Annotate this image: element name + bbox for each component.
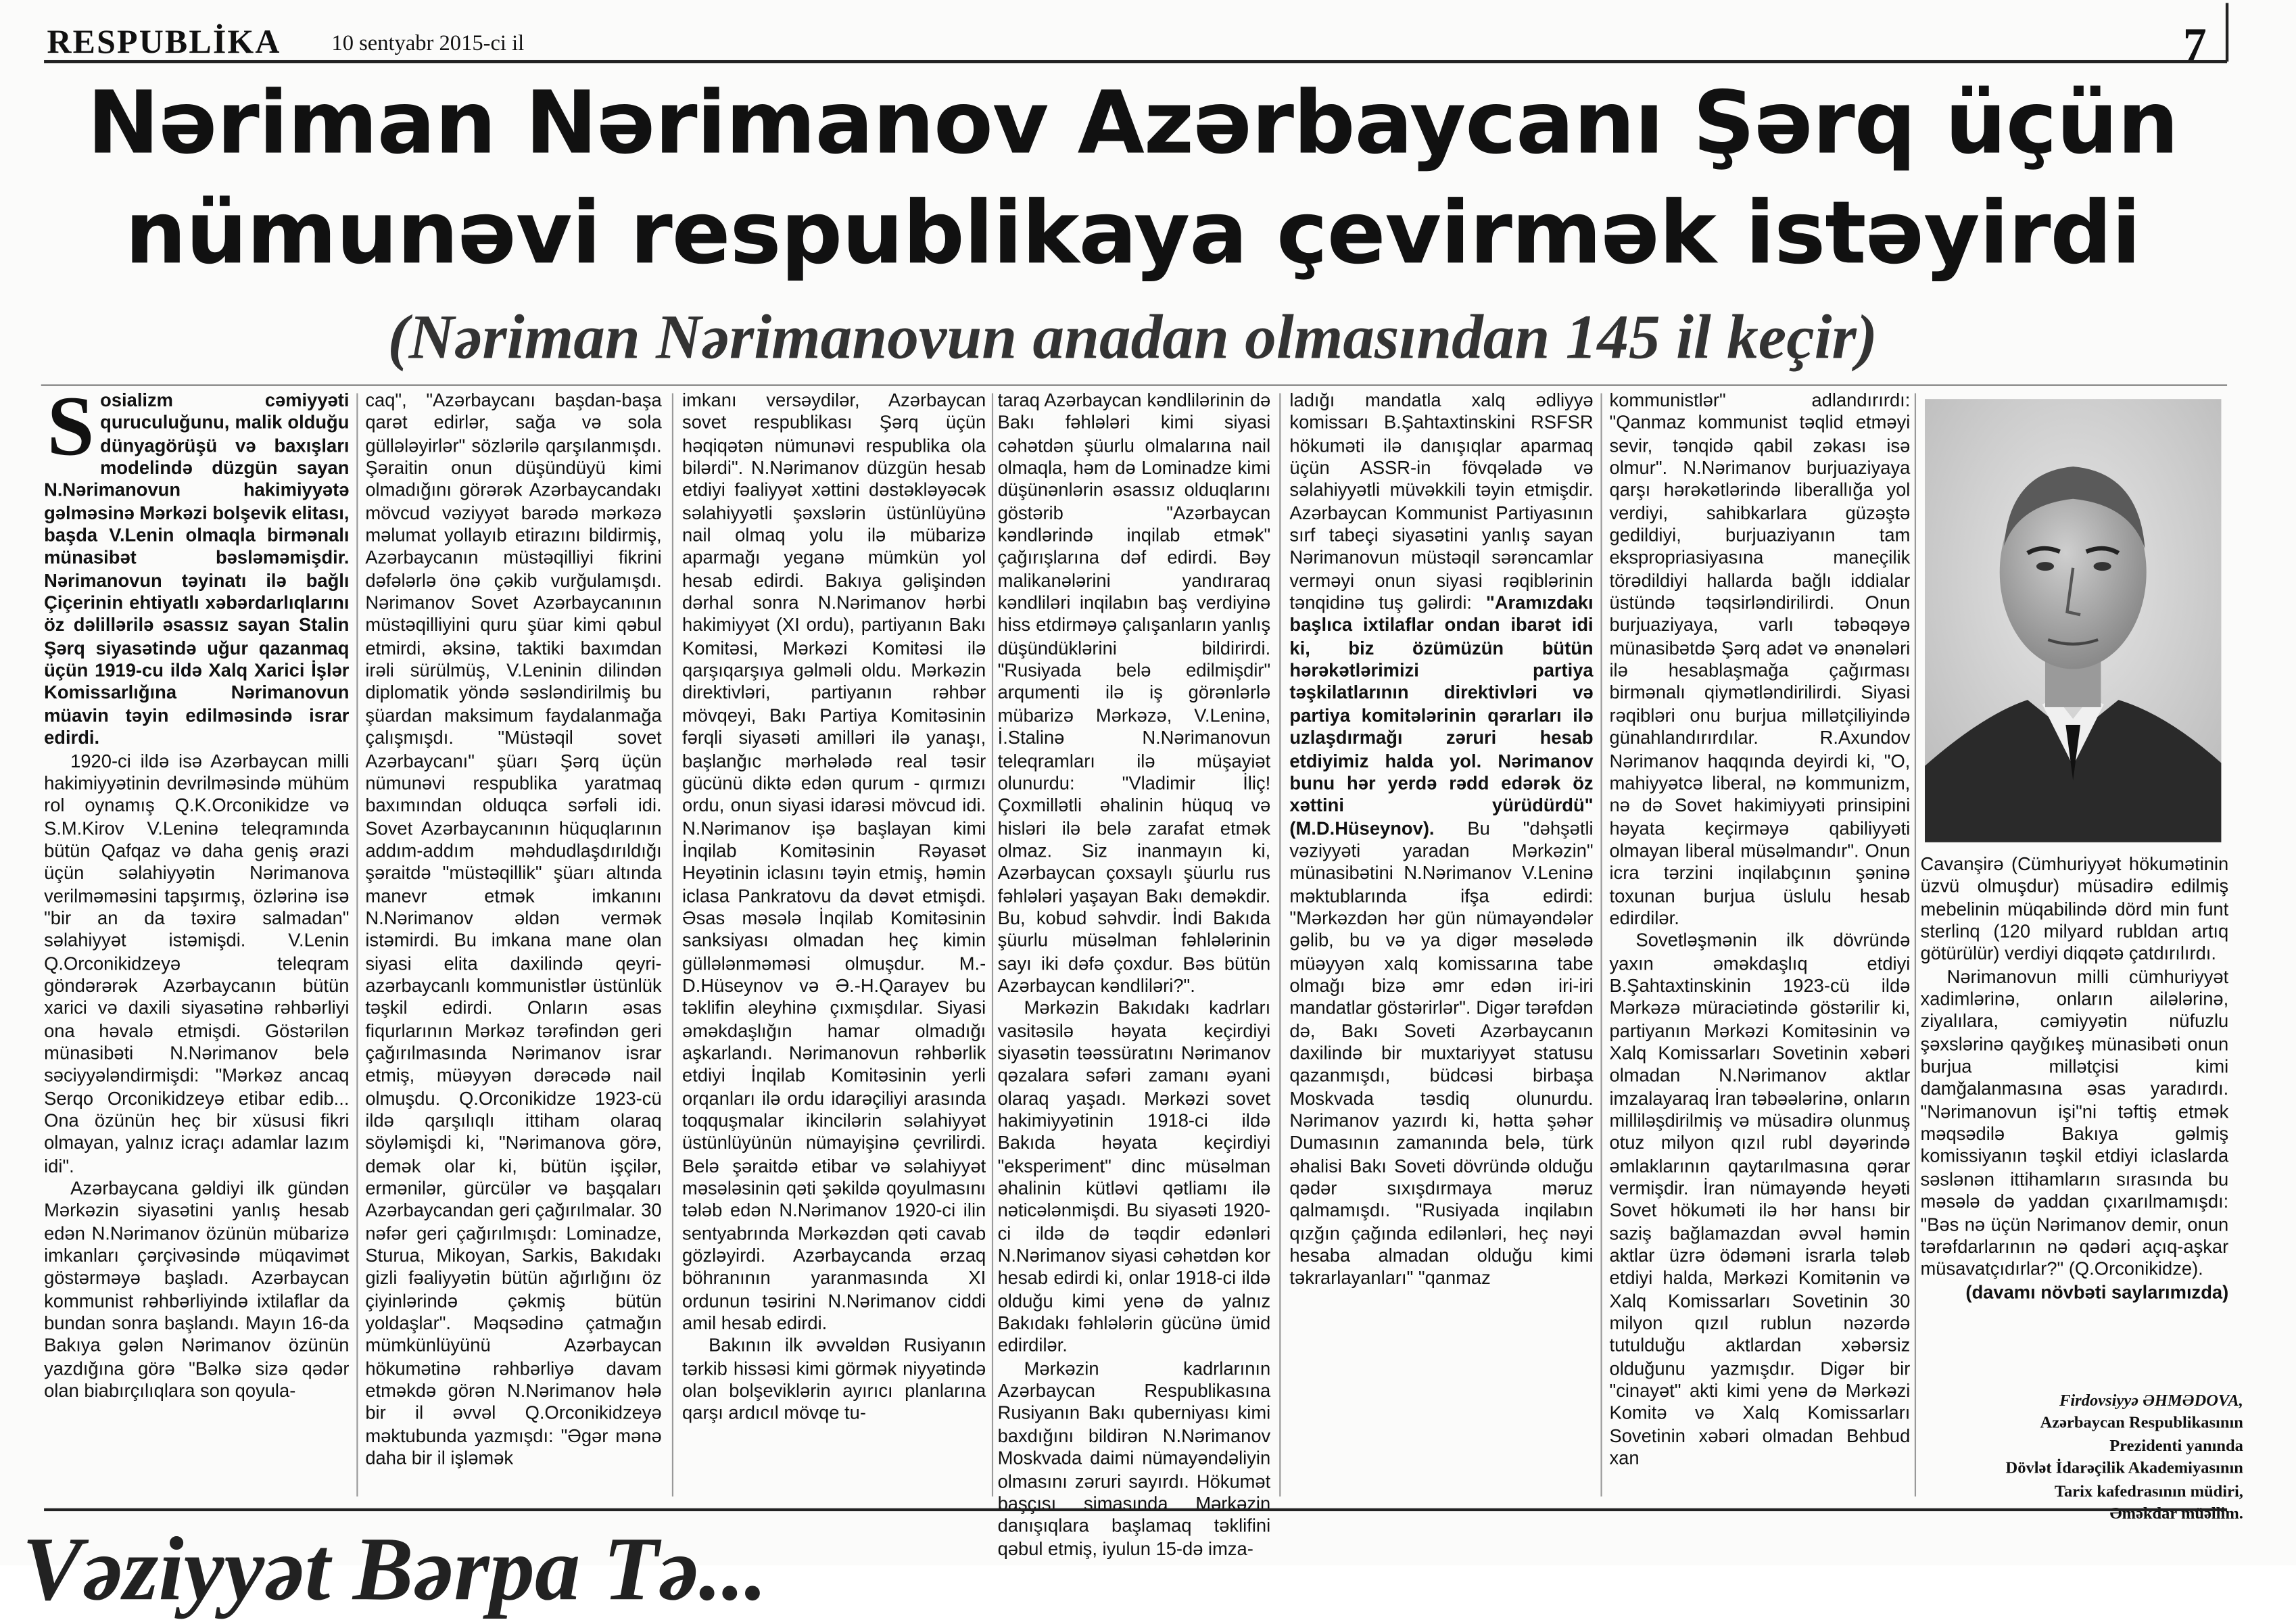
page-number: 7: [2182, 18, 2207, 71]
issue-date: 10 sentyabr 2015-ci il: [331, 32, 525, 56]
masthead-rule: [44, 60, 2227, 63]
author-title: Azərbaycan Respublikasının: [2040, 1414, 2243, 1433]
body-paragraph: caq", "Azərbaycanı başdan-başa qarət edirlər, sağa və sola güllələyirlər" sözlərilə qarşılanmışdı. Şəraitin onun düşündüyü kimi olmadığını görərək Azərbaycandakı mövcud vəziyyət barədə mərkəzə məlumat yollayıb etirazını bildirmiş, Azərbaycanın müstəqilliyi fikrini dəfələrlə önə çəkib vurğulamışdı. Nərimanov Sovet Azərbaycanının müstəqilliyini quru şüar kimi qəbul etmirdi, əksinə, taktiki baxımdan irəli sürülmüş, V.Leninin dilindən diplomatik yöndə səsləndirilmiş bu şüardan maksimum faydalanmağa çalışmışdı. "Müstəqil sovet Azərbaycanı" şüarı Şərq üçün nümunəvi respublika yaratmaq baxımından olduqca sərfəli idi. Sovet Azərbaycanının hüquqlarının addım-addım məhdudlaşdırıldığı şəraitdə "müstəqillik" şüarı altında manevr etmək imkanını N.Nərimanov əldən vermək istəmirdi. Bu imkana mane olan siyasi elita daxilində qeyri-azərbaycanlı kommunistlər üstünlük təşkil edirdi. Onların əsas fiqurlarının Mərkəz tərəfindən geri çağırılmasında Nərimanov israr etmiş, müəyyən dərəcədə nail olmuşdu. Q.Orconikidze 1923-cü ildə qarşılıqlı ittiham olaraq söyləmişdi ki, "Nərimanova görə, demək olar ki, bütün işçilər, ermənilər, gürcülər və başqaları Azərbaycandan geri çağırılmalar. 30 nəfər geri çağırılmışdı: Lominadze, Sturua, Mikoyan, Sarkis, Bakıdakı gizli fəaliyyətin bütün ağırlığını öz çiyinlərində çəkmiş bütün yoldaşlar". Məqsədinə çatmağın mümkünlüyünü Azərbaycan hökumətinə rəhbərliyə davam etməkdə görən N.Nərimanov hələ bir il əvvəl Q.Orconikidzeyə məktubunda yazmışdı: "Əgər mənə daha bir il işləmək: [365, 390, 662, 1469]
article-subheadline: (Nəriman Nərimanovun anadan olmasından 145 il keçir): [387, 304, 1878, 373]
body-paragraph: Sovetləşmənin ilk dövründə yaxın əməkdaşlıq etdiyi B.Şahtaxtinskinin 1923-cü ildə Mərkəzə müraciətində göstərilir ki, partiyanın Mərkəzi Komitəsinin və Xalq Komissarları Sovetinin xəbəri olmadan N.Nərimanov aktlar imzalayaraq İran təbəələrinə, onların milliləşdirilmiş və müsadirə olunmuş otuz milyon qızıl rubl dəyərində əmlaklarının qaytarılmasına qərar vermişdir. İran nümayəndə heyəti Sovet hökuməti ilə hər hansı bir saziş bağlamazdan əvvəl həmin aktlar üzrə ödəməni israrla tələb etdiyi halda, Mərkəzi Komitənin və Xalq Komissarları Sovetinin 30 milyon qızıl rublun nəzərdə tutulduğu aktlardan xəbərsiz olduğunu yazmışdır. Digər bir "cinayət" akti kimi yenə də Mərkəzi Komitə və Xalq Komissarları Sovetinin xəbəri olmadan Behbud xan: [1609, 930, 1911, 1469]
bottom-rule: [44, 1508, 2227, 1511]
body-text: Bu "dəhşətli vəziyyəti yaradan Mərkəzin" münasibətini N.Nərimanov V.Leninə məktublarında ifşa edirdi: "Mərkəzdən hər gün nümayəndələr gəlib, bu və ya digər məsələdə müəyyən xalq komissarına tabe olmağı bizə əmr edən iri-iri mandatlar göstərirlər". Digər tərəfdən də, Bakı Soveti Azərbaycanın daxilində bir muxtariyyət statusu qazanmışdı, büdcəsi birbaşa Moskvada təsdiq olunurdu. Nərimanov yazırdı ki, hətta şəhər Dumasının zamanında belə, türk əhalisi Bakı Soveti dövründə olduğu qədər sıxışdırmaya məruz qalmamışdı. "Rusiyada inqilabın qızğın çağında edilənləri, heç nəyi hesaba almadan olduğu kimi təkrarlayanları" "qanmaz: [1289, 817, 1594, 1289]
column-divider: [992, 394, 993, 1497]
author-name: Firdovsiyyə ƏHMƏDOVA,: [2059, 1392, 2243, 1410]
column-divider: [1279, 394, 1281, 1497]
portrait-photo: [1925, 399, 2221, 842]
body-text: ladığı mandatla xalq ədliyyə komissarı B.Şahtaxtinskini RSFSR hökuməti ilə danışıqlar aparmaq üçün ASSR-in fövqəladə və səlahiyyətli müvəkkili təyin etmişdir. Azərbaycan Kommunist Partiyasının sırf tabeçi siyasətini yanlış sayan Nərimanovun müstəqil sərəncamlar verməyi onun siyasi rəqiblərinin tənqidinə tuş gəlirdi:: [1289, 390, 1594, 614]
article-column-2: [365, 390, 661, 1505]
body-paragraph: Mərkəzin Bakıdakı kadrları vasitəsilə həyata keçirdiyi siyasətin təəssüratını Nərimanov qəzalara səfəri zamanı əyani olaraq yaşadı. Mərkəzi sovet hakimiyyətinin 1918-ci ildə Bakıda həyata keçirdiyi "eksperiment" dinc müsəlman əhalinin kütləvi qətliamı ilə nəticələnmişdi. Bu siyasəti 1920-ci ildə də təqdir edənləri N.Nərimanov siyasi cəhətdən kor hesab edirdi ki, onlar 1918-ci ildə olduğu kimi yenə də yalnız Bakıdakı fəhlələrin gücünə ümid edirdilər.: [997, 998, 1271, 1357]
body-paragraph: Azərbaycana gəldiyi ilk gündən Mərkəzin siyasətini yanlış hesab edən N.Nərimanov özünün mübarizə imkanları çərçivəsində müqavimət göstərməyə başladı. Azərbaycan kommunist rəhbərliyində ixtilaflar da bundan sonra başlandı. Mayın 16-da Bakıya gələn Nərimanov özünün yazdığına görə "Bəlkə sizə qədər olan biabırçılıqlara son qoyula-: [44, 1178, 350, 1402]
body-paragraph: Cavanşirə (Cümhuriyyət hökumətinin üzvü olmuşdur) müsadirə edilmiş mebelinin müqabilində dörd min funt sterlinq (120 milyard rubldan artıq götürülür) verdiyi diqqətə çatdırılırdı.: [1920, 853, 2229, 965]
body-paragraph: imkanı versəydilər, Azərbaycan sovet respublikası Şərq üçün həqiqətən nümunəvi respublika ola bilərdi". N.Nərimanov düzgün hesab etdiyi fəaliyyət xəttini dəstəkləyəcək səlahiyyətli şəxslərin üstünlüyünə nail olmaq yolu ilə mübarizə aparmağı yeganə mümkün yol hesab edirdi. Bakıya gəlişindən dərhal sonra N.Nərimanov hərbi hakimiyyət (XI ordu), partiyanın Bakı Komitəsi, Mərkəzi Komitəsi ilə qarşıqarşıya gəlməli oldu. Mərkəzin direktivləri, partiyanın rəhbər mövqeyi, Bakı Partiya Komitəsinin fərqli siyasəti amilləri ilə yanaşı, başlanğıc mərhələdə real təsir gücünü diktə edən qurum - qırmızı ordu, onun siyasi idarəsi mövcud idi. N.Nərimanov işə başlayan kimi İnqilab Komitəsinin Rəyasət Heyətinin iclasını təyin etmiş, həmin iclasa Pankratovu da dəvət etmişdi. Əsas məsələ İnqilab Komitəsinin sanksiyası olmadan heç kimin güllələnməməsi olmuşdur. M.-D.Hüseynov və Ə.-H.Qarayev bu təklifin əleyhinə çıxmışdılar. Siyasi əməkdaşlığın hamar olmadığı aşkarlandı. Nərimanovun rəhbərlik etdiyi İnqilab Komitəsinin yerli orqanları ilə ordu idarəçiliyi arasında toqquşmalar ikincilərin səlahiyyət üstünlüyünün nümayişinə çevrilirdi. Belə şəraitdə etibar və səlahiyyət məsələsinin qəti şəkildə qoyulmasını tələb edən N.Nərimanov 1920-ci ilin sentyabrında Mərkəzdən qəti cavab gözləyirdi. Azərbaycanda ərzaq böhranının yaranmasında XI ordunun təsirini N.Nərimanov ciddi amil hesab edirdi.: [682, 390, 986, 1334]
author-title: Əməkdar müəllim.: [2109, 1505, 2243, 1523]
column-divider: [356, 394, 358, 1497]
quote-emphasis: "Aramızdakı başlıca ixtilaflar ondan ibarət idi ki, biz özümüzün bütün hərəkətlərimizi partiya təşkilatlarının direktivləri və partiya komitələrinin qərarları ilə uzlaşdırmağı zəruri hesab etdiyimiz halda yol. Nərimanov bunu hər yerdə rədd edərək öz xəttini yürüdürdü" (M.D.Hüseynov).: [1289, 592, 1594, 839]
page-number-divider: [2226, 3, 2228, 62]
lead-text: osializm cəmiyyəti quruculuğunu, malik olduğu dünyagörüşü və baxışları modelində düzgün sayan N.Nərimanovun hakimiyyətə gəlməsinə Mərkəzi bolşevik elitası, başda V.Lenin olmaqla birmənalı münasibət bəsləməmişdir. Nərimanovun təyinatı ilə bağlı Çiçerinin ehtiyatlı xəbərdarlıqlarını öz dəlillərilə əsassız sayan Stalin Şərq siyasətində uğur qazanmaq üçün 1919-cu ildə Xalq Xarici İşlər Komissarlığına Nərimanovun müavin təyin edilməsində israr edirdi.: [44, 390, 350, 749]
author-signature: [1921, 1391, 2243, 1527]
body-paragraph: Bakının ilk əvvəldən Rusiyanın tərkib hissəsi kimi görmək niyyətində olan bolşeviklərin ayırıcı planlarına qarşı ardıcıl mövqe tu-: [682, 1335, 986, 1424]
portrait-image: [1925, 399, 2221, 842]
next-headline-fragment: Vəziyyət Bərpa Tə...: [22, 1520, 767, 1620]
author-title: Dövlət İdarəçilik Akademiyasının: [2005, 1460, 2243, 1478]
column-divider: [1915, 394, 1916, 1497]
column-divider: [1600, 394, 1602, 1497]
column-divider: [672, 394, 673, 1497]
headline-line-2: nümunəvi respublikaya çevirmək istəyirdi: [124, 182, 2140, 283]
body-paragraph: Mərkəzin kadrlarının Azərbaycan Respublikasına Rusiyanın Bakı quberniyası kimi baxdığını bildirən N.Nərimanov Moskvada daimi nümayəndəliyin olmasını zəruri sayırdı. Hökumət başçısı simasında Mərkəzin danışıqlara başlamaq təklifini qəbul etmiş, iyulun 15-də imza-: [997, 1358, 1271, 1559]
lead-paragraph: [44, 378, 350, 751]
body-paragraph: taraq Azərbaycan kəndlilərinin də Bakı fəhlələri kimi siyasi cəhətdən şüurlu olmalarına nail olmaqla, həm də Lominadze kimi düşünənlərin əsassız olduqlarını göstərib "Azərbaycan kəndlərində inqilab etmək" çağırışlarına dəf edirdi. Bəy malikanələrini yandıraraq kəndliləri inqilabın baş verdiyinə hiss etdirməyə çalışanların yanlış düşündüklərini bildirirdi. "Rusiyada belə edilmişdir" arqumenti ilə iş görənlərlə mübarizə Mərkəzə, V.Leninə, İ.Stalinə N.Nərimanovun teleqramları ilə müşayiət olunurdu: "Vladimir İliç! Çoxmillətli əhalinin hüquq və hisləri ilə belə zarafat etmək olmaz. Siz inanmayın ki, Azərbaycan çoxsaylı şüurlu rus fəhlələri yaşayan Bakı deməkdir. Bu, kobud səhvdir. İndi Bakıda şüurlu müsəlman fəhlələrinin sayı iki dəfə çoxdur. Bəs bütün Azərbaycan kəndliləri?".: [997, 390, 1271, 997]
masthead: [44, 18, 2227, 71]
headline-line-1: Nəriman Nərimanov Azərbaycanı Şərq üçün: [87, 72, 2178, 174]
article-column-5: [1289, 390, 1593, 1505]
drop-cap: S: [47, 378, 95, 474]
article-column-4: [997, 390, 1271, 1559]
article-headline: [41, 68, 2224, 288]
continued-note: (davamı növbəti saylarımızda): [1965, 1281, 2229, 1302]
subheadline-rule: [41, 385, 2227, 386]
article-column-3: [682, 390, 986, 1505]
next-article-headline-cut: [22, 1520, 2267, 1620]
body-paragraph: kommunistlər" adlandırırdı: "Qanmaz kommunist təqlid etməyi sevir, tənqidə qabil zəkası isə olmur". N.Nərimanov burjuaziyaya qarşı hərəkətlərində liberallığa yol verdiyi, sahibkarlara güzəştə gedildiyi, burjuaziyanın tam ekspropriasiyasına maneçilik törədildiyi hallarda bağlı iddialar üstündə təqsirləndirilirdi. Onun burjuaziyaya, varlı təbəqəyə münasibətdə Şərq adət və ənənələri ilə hesablaşmağa çağırması birmənalı qiymətləndirilirdi. Siyasi rəqibləri onu burjua millətçiliyində günahlandırırdılar. R.Axundov Nərimanov haqqında deyirdi ki, "O, mahiyyətcə liberal, nə kommunizm, nə də Sovet hakimiyyəti prinsipini həyata keçirməyə qabiliyyəti olmayan liberal müsəlmandır". Onun icra tərzini inqilabçının şəninə toxunan burjua üslulu hesab edirdilər.: [1609, 390, 1911, 929]
body-paragraph: 1920-ci ildə isə Azərbaycan milli hakimiyyətinin devrilməsində mühüm rol oynamış Q.K.Orconikidze və S.M.Kirov V.Leninə teleqramında bütün Qafqaz və daha geniş ərazi üçün səlahiyyətin Nərimanova verilməməsini tapşırmış, özlərinə isə "bir an da təxirə salmadan" səlahiyyət istəmişdi. V.Lenin Q.Orconikidzeyə teleqram göndərərək Azərbaycanın bütün xarici və daxili siyasətinə rəhbərliyi ona həvalə etmişdi. Göstərilən münasibəti N.Nərimanov belə səciyyələndirmişdi: "Mərkəz ancaq Serqo Orconikidzeyə etibar edib... Ona özünün heç bir xüsusi fikri olmayan, yalnız icraçı adamlar lazım idi".: [44, 750, 350, 1176]
article-column-1: [44, 378, 350, 1505]
article-column-6: [1609, 390, 1910, 1505]
author-title: Prezidenti yanında: [2109, 1437, 2243, 1456]
body-paragraph: [1289, 390, 1593, 1291]
newspaper-name: RESPUBLİKA: [47, 23, 281, 60]
author-title: Tarix kafedrasının müdiri,: [2054, 1483, 2243, 1501]
body-paragraph: Nərimanovun milli cümhuriyyət xadimlərinə, onların ailələrinə, ziyalılara, cəmiyyətin nüfuzlu şəxslərinə qayğıkeş münasibəti onun burjua millətçisi kimi damğalanmasına əsas yaradırdı. "Nərimanovun işi"ni təftiş etmək məqsədilə Bakıya gəlmiş komissiyanın təşkil etdiyi iclaslarda səslənən ittihamların sırasında bu məsələ də yaddan çıxarılmamışdı: "Bəs nə üçün Nərimanov demir, onun tərəfdarlarının nə qədəri açıq-aşkar müsavatçıdırlar?" (Q.Orconikidze).: [1920, 966, 2229, 1280]
